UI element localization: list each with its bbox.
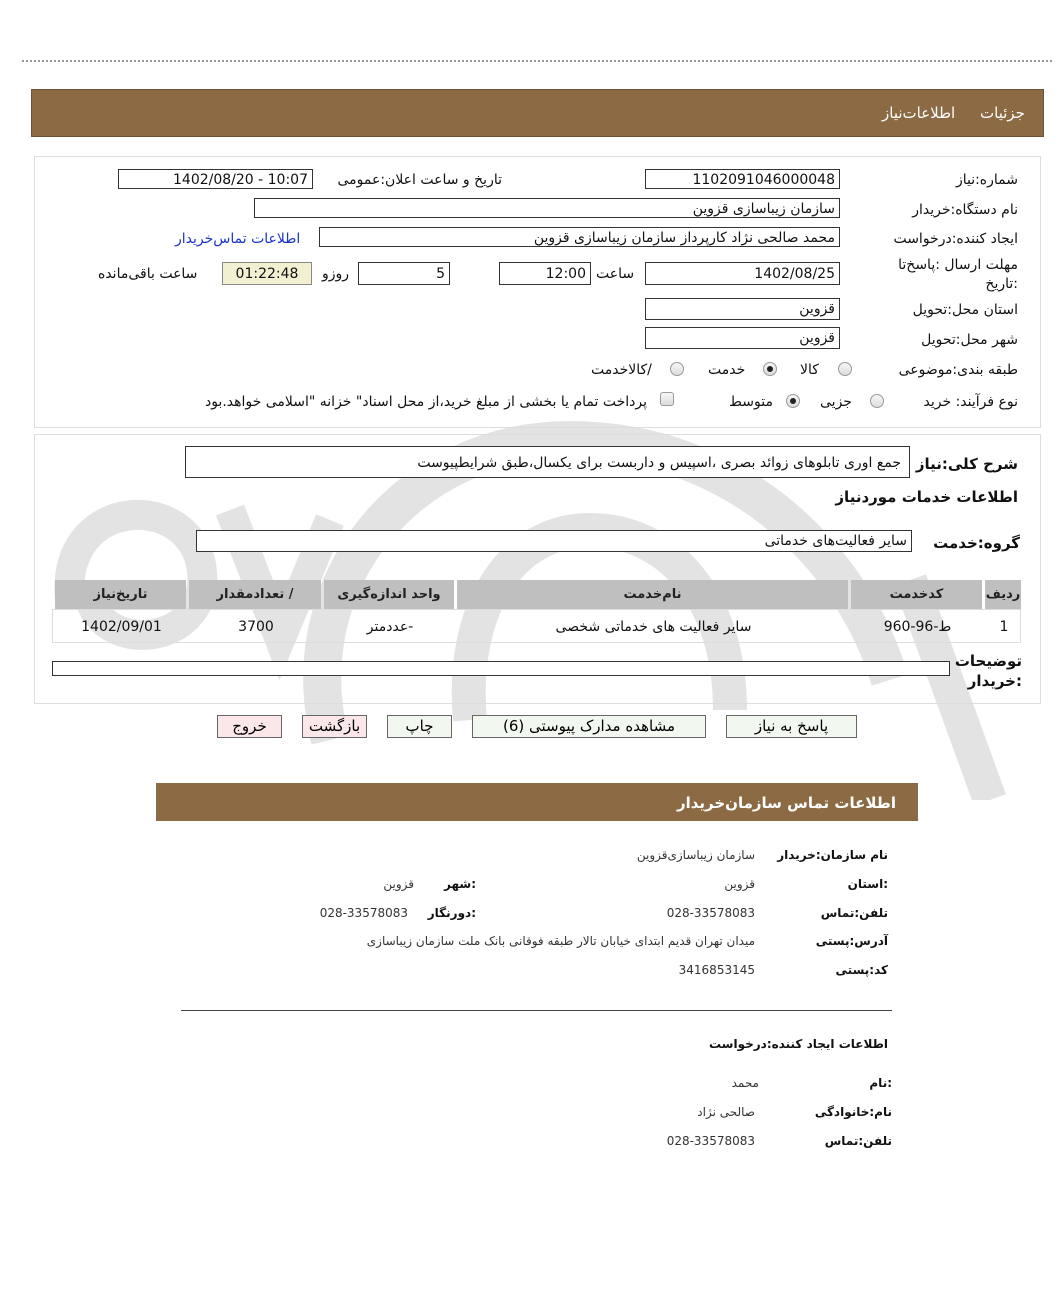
col-row: ردیف <box>985 580 1021 609</box>
cell-quantity: 3700 <box>238 619 274 635</box>
col-name: نام‌خدمت <box>457 580 848 609</box>
col-unit: واحد اندازه‌گیری <box>324 580 454 609</box>
cell-unit: -عددمتر <box>366 619 414 635</box>
creator-phone-label: تلفن:تماس <box>824 1134 892 1148</box>
fax-label: :دورنگار <box>427 906 476 920</box>
org-label: نام سازمان:خریدار <box>777 848 888 862</box>
need-info-panel <box>34 156 1041 428</box>
service-group-field: سایر فعالیت‌های خدماتی <box>196 530 912 552</box>
province-value-2: قزوین <box>724 877 755 891</box>
deadline-date-field: 1402/08/25 <box>645 262 840 285</box>
summary-label: شرح کلی:نیاز <box>915 455 1018 473</box>
city-label: شهر محل:تحویل <box>921 332 1018 348</box>
tab-details[interactable]: جزئیات <box>980 104 1025 122</box>
postal-label: کد:پستی <box>835 963 888 977</box>
address-value: میدان تهران قدیم ابتدای خیابان تالار طبقه فوقانی بانک ملت سازمان زیباسازی <box>366 934 755 948</box>
city-value-2: قزوین <box>383 877 414 891</box>
services-heading: اطلاعات خدمات موردنیاز <box>835 488 1018 506</box>
city-label-2: :شهر <box>444 877 476 891</box>
view-attachments-button[interactable]: مشاهده مدارک پیوستی (6) <box>472 715 706 738</box>
province-label-2: :استان <box>847 877 888 891</box>
summary-field: جمع اوری تابلوهای زوائد بصری ،اسپیس و داربست برای یکسال،طبق شرایطپیوست <box>185 446 910 478</box>
phone-label: تلفن:تماس <box>820 906 888 920</box>
reply-button[interactable]: پاسخ به نیاز <box>726 715 857 738</box>
category-label: طبقه بندی:موضوعی <box>898 362 1018 378</box>
cell-row: 1 <box>999 619 1009 635</box>
province-field: قزوین <box>645 298 840 320</box>
phone-value: 028-33578083 <box>666 906 755 920</box>
radio-medium[interactable] <box>786 394 800 408</box>
radio-goods-service-label: /کالاخدمت <box>591 362 652 378</box>
province-label: استان محل:تحویل <box>912 302 1018 318</box>
col-quantity: / تعدادمقدار <box>189 580 321 609</box>
table-row <box>52 609 1021 643</box>
contact-buyer-link[interactable]: اطلاعات تماس‌خریدار <box>175 231 301 247</box>
family-label: نام:خانوادگی <box>814 1105 892 1119</box>
name-value: محمد <box>731 1076 759 1090</box>
family-value: صالحی نژاد <box>697 1105 755 1119</box>
radio-goods-service[interactable] <box>670 362 684 376</box>
days-field: 5 <box>358 262 450 285</box>
postal-value: 3416853145 <box>678 963 755 977</box>
deadline-label-2: :تاریخ <box>985 276 1018 292</box>
print-button[interactable]: چاپ <box>387 715 452 738</box>
col-date: تاریخ‌نیاز <box>55 580 186 609</box>
creator-field: محمد صالحی نژاد کارپرداز سازمان زیباسازی قزوین <box>319 227 840 247</box>
remaining-time-field: 01:22:48 <box>222 262 312 285</box>
buyer-org-field: سازمان زیباسازی قزوین <box>254 198 840 218</box>
tab-need-info[interactable]: اطلاعات‌نیاز <box>882 104 956 122</box>
process-label: نوع فرآیند: خرید <box>923 394 1018 410</box>
cell-name: سایر فعالیت های خدماتی شخصی <box>555 619 752 635</box>
org-value: سازمان زیباسازی‌قزوین <box>636 848 755 862</box>
deadline-label: مهلت ارسال :پاسخ‌تا <box>898 257 1018 273</box>
radio-service-label: خدمت <box>708 362 746 378</box>
day-label: روزو <box>322 266 350 282</box>
creator-label: ایجاد کننده:درخواست <box>893 231 1018 247</box>
radio-goods[interactable] <box>838 362 852 376</box>
announce-label: تاریخ و ساعت اعلان:عمومی <box>337 172 502 188</box>
service-group-label: گروه:خدمت <box>933 534 1020 552</box>
col-code: کدخدمت <box>851 580 982 609</box>
creator-info-heading: اطلاعات ایجاد کننده:درخواست <box>708 1037 888 1051</box>
exit-button[interactable]: خروج <box>217 715 282 738</box>
radio-medium-label: متوسط <box>729 394 773 410</box>
creator-phone-value: 028-33578083 <box>666 1134 755 1148</box>
address-label: آدرس:پستی <box>815 934 888 948</box>
hour-label: ساعت <box>596 266 635 282</box>
radio-service[interactable] <box>763 362 777 376</box>
treasury-payment-checkbox[interactable] <box>660 392 674 406</box>
deadline-time-field: 12:00 <box>499 262 591 285</box>
contact-header-title: اطلاعات تماس سازمان‌خریدار <box>676 794 896 812</box>
buyer-notes-label: توضیحات <box>954 652 1022 670</box>
services-table <box>52 580 1021 644</box>
announce-field: 1402/08/20 - 10:07 <box>118 169 313 189</box>
fax-value: 028-33578083 <box>319 906 408 920</box>
payment-note: پرداخت تمام یا بخشی از مبلغ خرید،از محل اسناد" خزانه "اسلامی خواهد.بود <box>204 394 647 410</box>
radio-minor[interactable] <box>870 394 884 408</box>
remaining-label: ساعت باقی‌مانده <box>98 266 198 282</box>
buyer-notes-label-2: :خریدار <box>967 672 1022 690</box>
need-number-label: شماره:نیاز <box>955 172 1018 188</box>
buyer-notes-field <box>52 661 950 676</box>
contact-divider <box>181 1010 892 1011</box>
cell-date: 1402/09/01 <box>81 619 162 635</box>
radio-goods-label: کالا <box>800 362 819 378</box>
buyer-org-label: نام دستگاه:خریدار <box>912 202 1018 218</box>
city-field: قزوین <box>645 327 840 349</box>
radio-minor-label: جزیی <box>820 394 852 410</box>
top-divider <box>22 60 1052 62</box>
need-number-field: 1102091046000048 <box>645 169 840 189</box>
back-button[interactable]: بازگشت <box>302 715 367 738</box>
cell-code: ط-96-960 <box>883 619 952 635</box>
name-label: :نام <box>869 1076 892 1090</box>
